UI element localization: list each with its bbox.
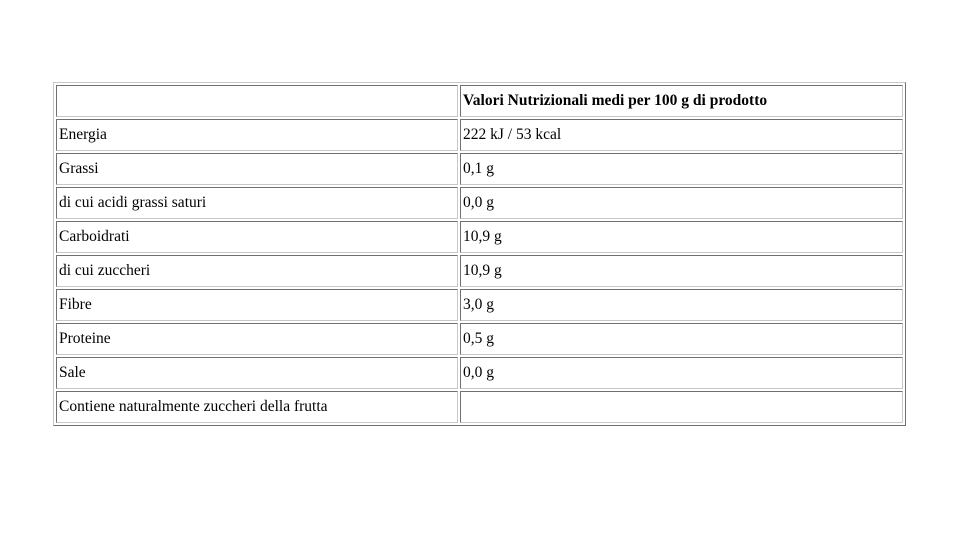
nutrient-value-cell: 0,0 g [460, 187, 903, 219]
nutrient-value-cell: 3,0 g [460, 289, 903, 321]
table-row [56, 323, 903, 355]
table-row [56, 357, 903, 389]
nutrient-name-cell: Carboidrati [56, 221, 458, 253]
table-row [56, 255, 903, 287]
table-row [56, 391, 903, 423]
header-name-cell [56, 85, 458, 117]
nutrient-name-cell: di cui acidi grassi saturi [56, 187, 458, 219]
nutrient-name-cell: Contiene naturalmente zuccheri della frutta [56, 391, 458, 423]
nutrition-table [53, 82, 906, 426]
nutrient-name-cell: Sale [56, 357, 458, 389]
nutrient-name-cell: di cui zuccheri [56, 255, 458, 287]
table-row [56, 187, 903, 219]
nutrient-value-cell: 0,1 g [460, 153, 903, 185]
nutrient-value-cell: 10,9 g [460, 255, 903, 287]
nutrient-value-cell [460, 391, 903, 423]
nutrient-value-cell: 0,0 g [460, 357, 903, 389]
nutrient-value-cell: 10,9 g [460, 221, 903, 253]
table-row [56, 289, 903, 321]
table-row [56, 153, 903, 185]
nutrient-value-cell: 0,5 g [460, 323, 903, 355]
nutrient-name-cell: Proteine [56, 323, 458, 355]
nutrient-name-cell: Energia [56, 119, 458, 151]
nutrient-name-cell: Fibre [56, 289, 458, 321]
nutrient-name-cell: Grassi [56, 153, 458, 185]
table-row [56, 119, 903, 151]
table-header-row [56, 85, 903, 117]
header-value-cell: Valori Nutrizionali medi per 100 g di prodotto [460, 85, 903, 117]
nutrient-value-cell: 222 kJ / 53 kcal [460, 119, 903, 151]
table-row [56, 221, 903, 253]
